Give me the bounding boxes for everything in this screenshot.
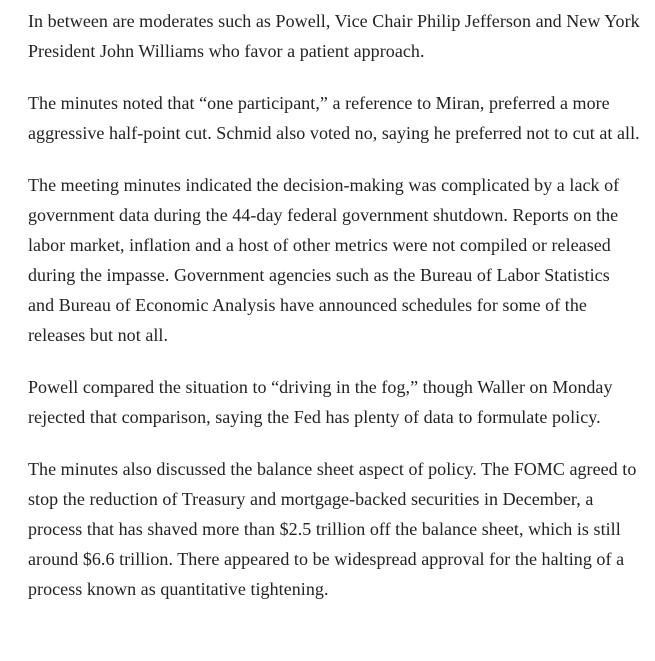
paragraph-minutes-dissent: The minutes noted that “one participant,” a reference to Miran, preferred a more aggressive half-point cut. Schmid also voted no, saying he preferred not to cut at all.: [28, 93, 640, 143]
paragraph-driving-in-fog: Powell compared the situation to “driving in the fog,” though Waller on Monday rejected that comparison, saying the Fed has plenty of data to formulate policy.: [28, 377, 613, 427]
paragraph-balance-sheet: The minutes also discussed the balance sheet aspect of policy. The FOMC agreed to stop the reduction of Treasury and mortgage-backed securities in December, a process that has shaved more than $2.5 trillion off the balance sheet, which is still around $6.6 trillion. There appeared to be widespread approval for the halting of a process known as quantitative tightening.: [28, 459, 637, 599]
paragraph-shutdown-data: The meeting minutes indicated the decision-making was complicated by a lack of government data during the 44-day federal government shutdown. Reports on the labor market, inflation and a host of other metrics were not compiled or released during the impasse. Government agencies such as the Bureau of Labor Statistics and Bureau of Economic Analysis have announced schedules for some of the releases but not all.: [28, 175, 620, 345]
paragraph-moderates: In between are moderates such as Powell, Vice Chair Philip Jefferson and New York President John Williams who favor a patient approach.: [28, 11, 640, 61]
